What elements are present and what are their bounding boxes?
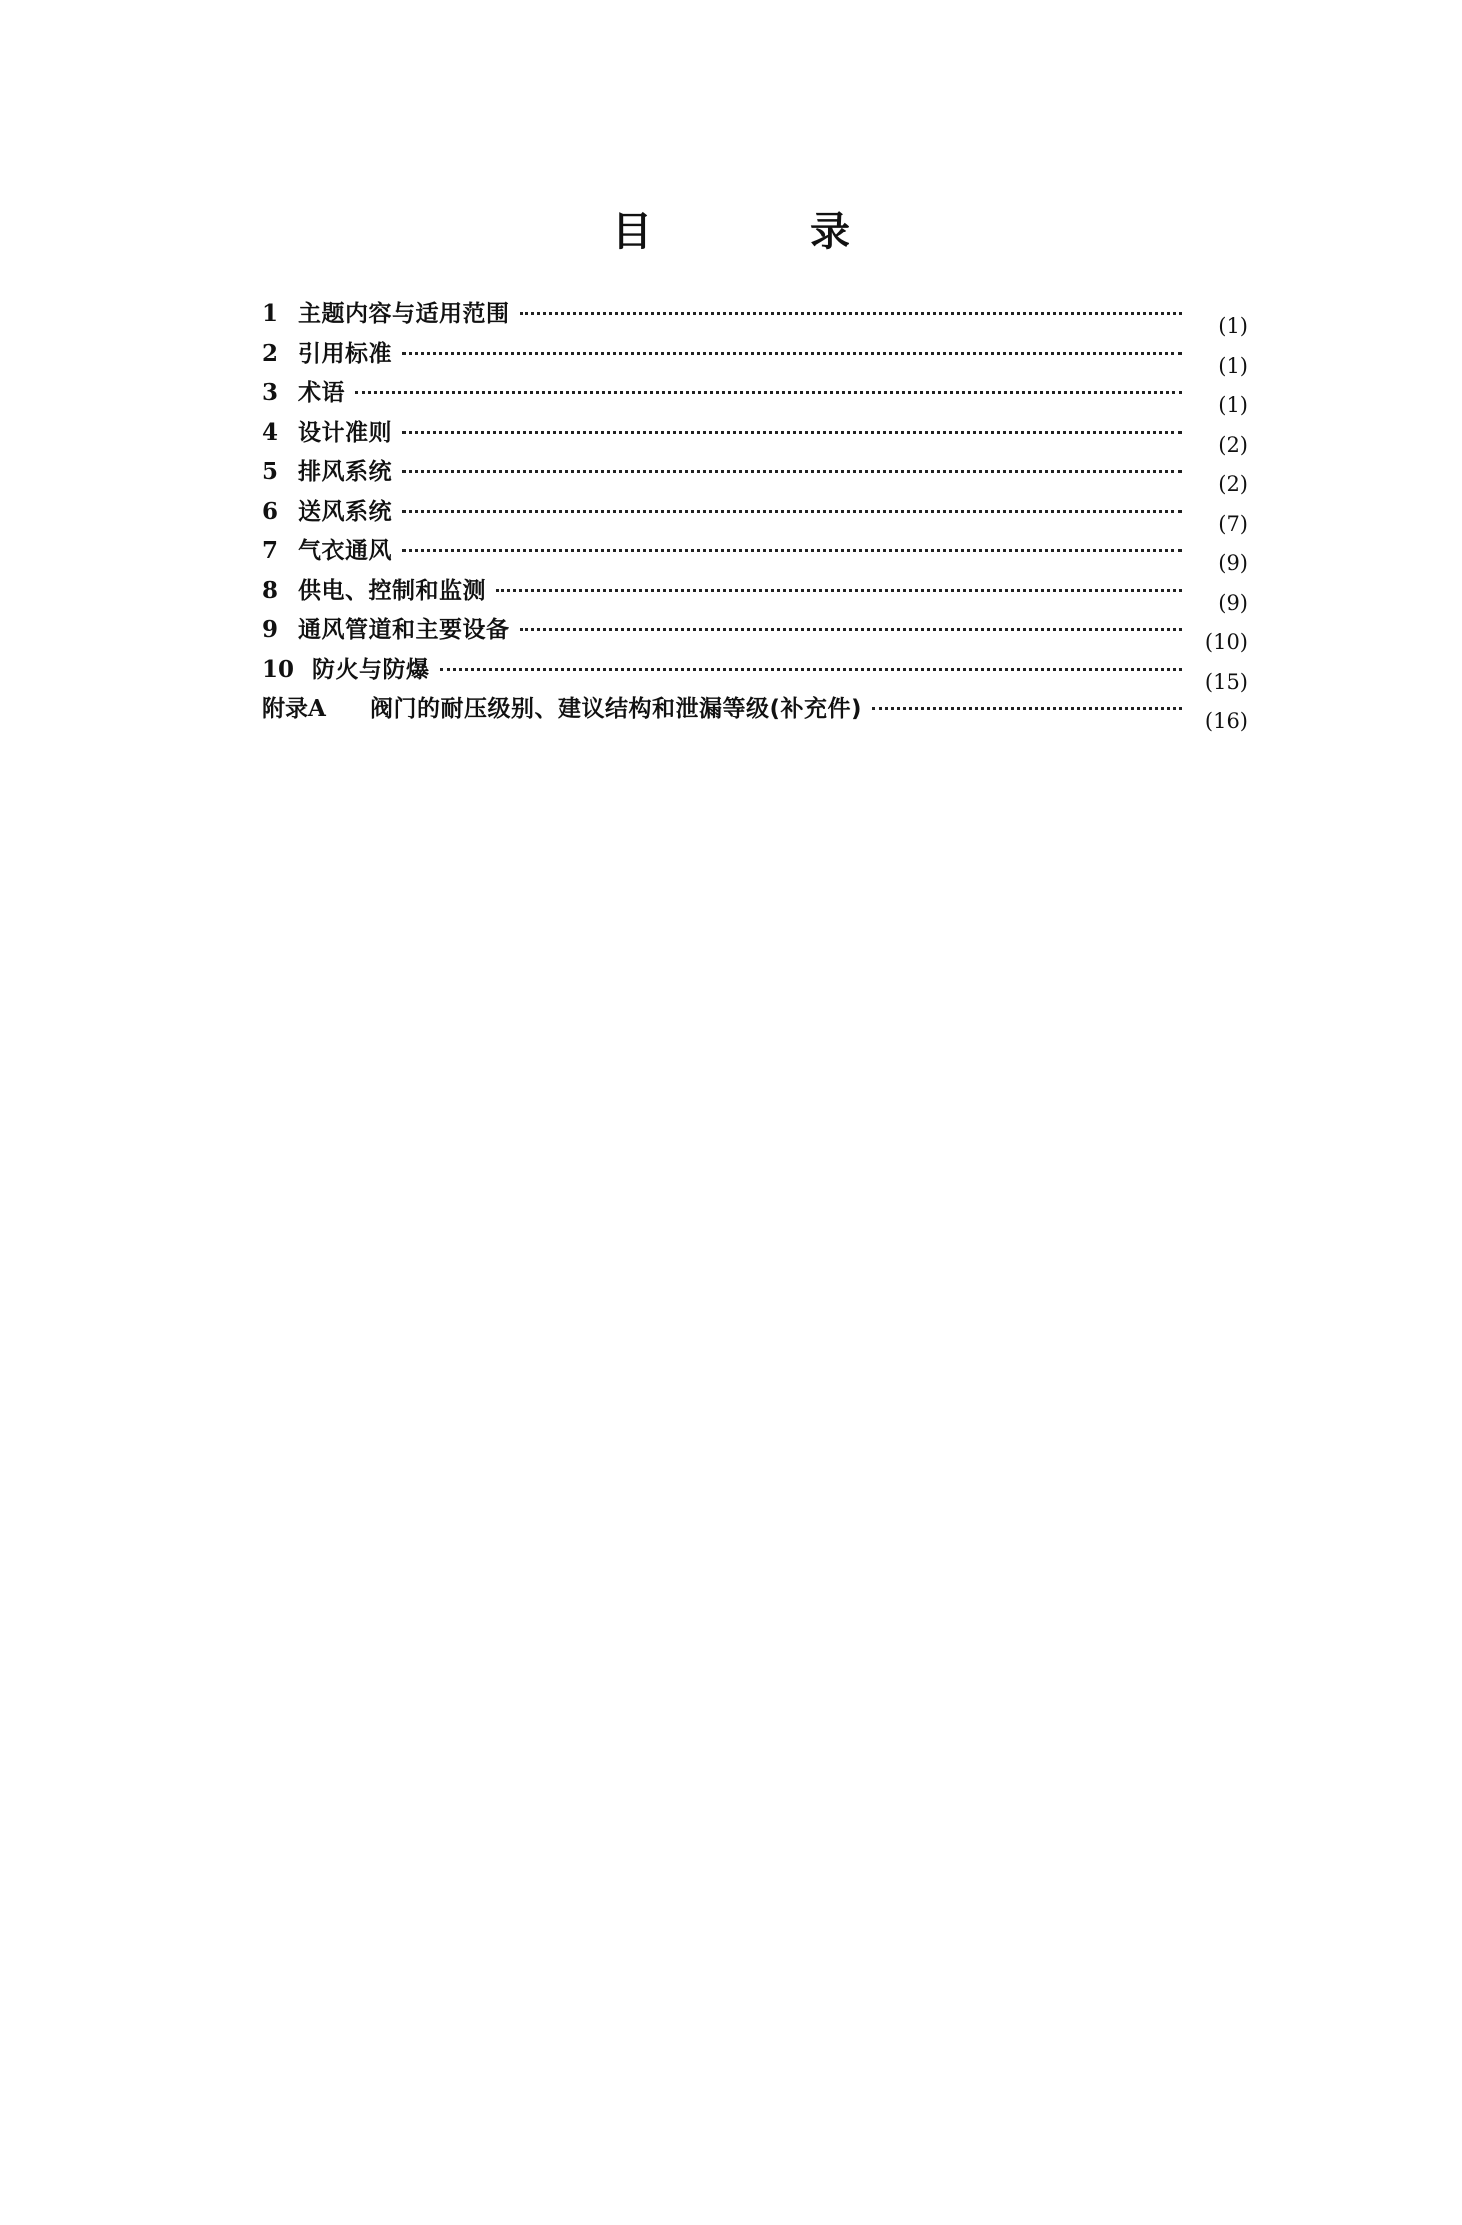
toc-entry-page: (15): [1204, 669, 1248, 694]
toc-entry-9[interactable]: [262, 611, 1248, 654]
toc-entry-5[interactable]: [262, 453, 1248, 496]
toc-entry-page: (9): [1218, 551, 1248, 575]
toc-entry-number: 8: [262, 576, 279, 604]
toc-entry-title: 防火与防爆: [312, 656, 430, 683]
toc-entry-10[interactable]: [262, 651, 1248, 694]
toc-entry-page: (9): [1218, 590, 1248, 615]
toc-entry-number: 10: [262, 655, 295, 683]
toc-entry-number: 3: [262, 379, 279, 406]
toc-entry-2[interactable]: [262, 335, 1248, 378]
toc-entry-1[interactable]: [262, 295, 1248, 338]
toc-dot-leader: [496, 589, 1182, 592]
toc-entry-number: 4: [262, 418, 279, 446]
toc-entry-page: (1): [1218, 314, 1248, 338]
toc-entry-title: 引用标准: [298, 340, 392, 367]
toc-entry-7[interactable]: [262, 532, 1248, 575]
toc-entry-number: 附录A: [262, 695, 326, 722]
toc-dot-leader: [520, 312, 1183, 315]
toc-entry-8[interactable]: [262, 572, 1248, 615]
toc-entry-title: 术语: [298, 380, 345, 406]
toc-entry-number: 2: [262, 339, 279, 367]
toc-entry-6[interactable]: [262, 493, 1248, 536]
toc-entry-number: 1: [262, 300, 279, 327]
toc-entry-title: 阀门的耐压级别、建议结构和泄漏等级(补充件): [370, 696, 863, 722]
toc-entry-title: 设计准则: [298, 419, 392, 446]
toc-entry-page: (2): [1218, 432, 1248, 457]
toc-dot-leader: [402, 352, 1182, 355]
toc-dot-leader: [355, 391, 1182, 394]
toc-entry-title: 主题内容与适用范围: [298, 301, 510, 327]
toc-dot-leader: [402, 470, 1182, 473]
toc-entry-3[interactable]: [262, 374, 1248, 417]
toc-entry-title: 气衣通风: [298, 538, 392, 564]
table-of-contents: [262, 295, 1248, 733]
toc-entry-page: (16): [1204, 709, 1248, 733]
toc-entry-title: 通风管道和主要设备: [298, 617, 510, 643]
toc-dot-leader: [872, 707, 1182, 710]
toc-entry-title: 排风系统: [298, 459, 392, 485]
toc-dot-leader: [402, 431, 1182, 434]
toc-entry-page: (10): [1204, 630, 1248, 654]
toc-entry-number: 9: [262, 616, 279, 643]
toc-dot-leader: [440, 668, 1183, 671]
toc-dot-leader: [402, 510, 1182, 513]
toc-entry-page: (1): [1218, 393, 1248, 417]
toc-dot-leader: [402, 549, 1182, 552]
toc-entry-title: 供电、控制和监测: [298, 577, 486, 604]
toc-dot-leader: [520, 628, 1183, 631]
toc-entry-4[interactable]: [262, 414, 1248, 457]
page-title: 目 录: [612, 209, 922, 255]
toc-entry-title: 送风系统: [298, 498, 392, 525]
toc-entry-page: (2): [1218, 472, 1248, 496]
toc-entry-number: 7: [262, 537, 279, 564]
toc-entry-number: 6: [262, 497, 279, 525]
toc-entry-page: (1): [1218, 353, 1248, 378]
toc-entry-appendix-a[interactable]: [262, 690, 1248, 733]
toc-entry-page: (7): [1218, 511, 1248, 536]
toc-entry-number: 5: [262, 458, 279, 485]
